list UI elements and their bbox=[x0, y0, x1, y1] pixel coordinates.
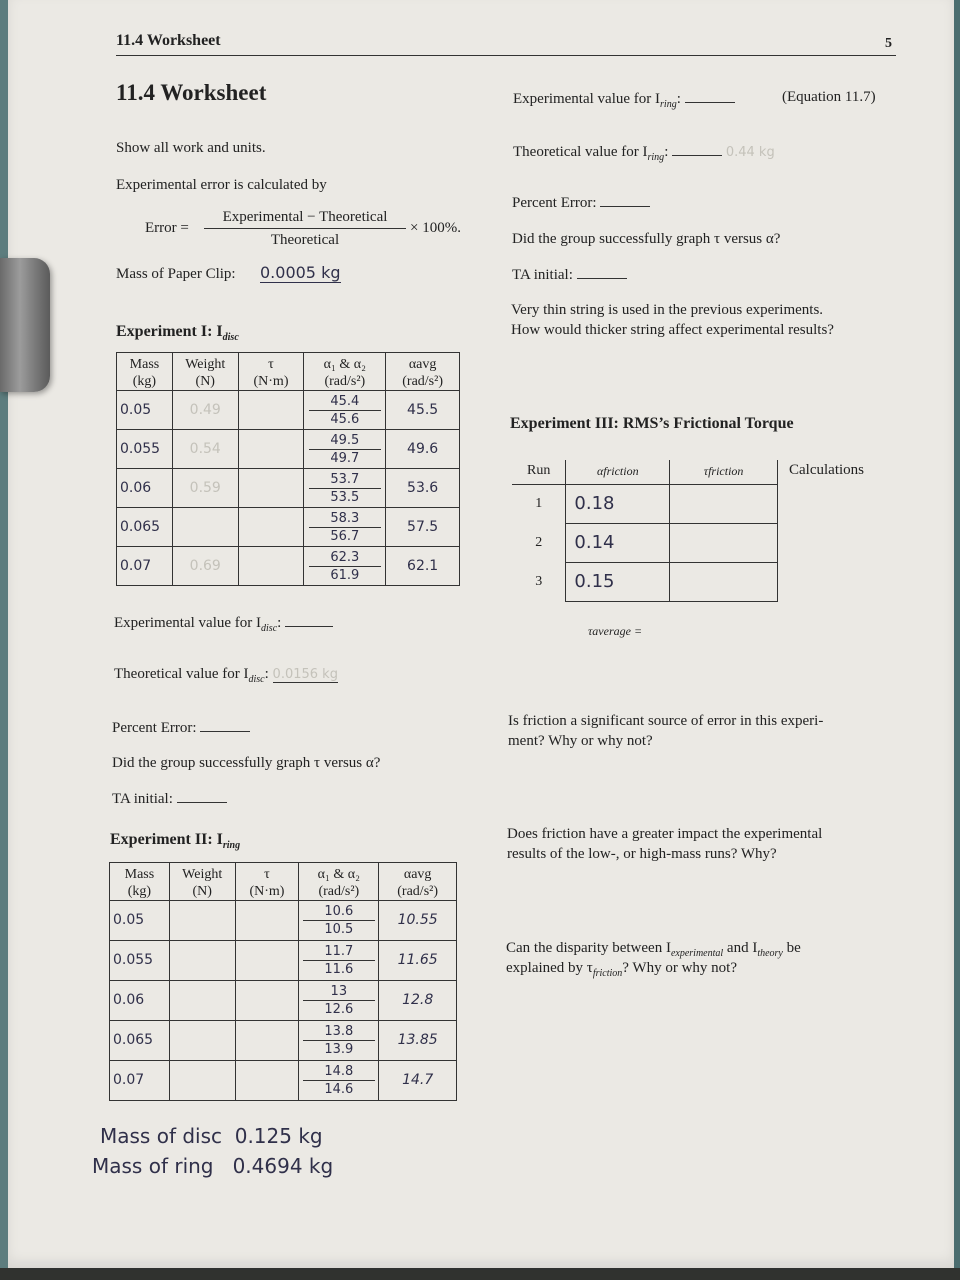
torque-cell[interactable] bbox=[235, 981, 299, 1021]
alpha-cell[interactable]: 53.7 53.5 bbox=[304, 469, 386, 508]
tau-friction-cell[interactable] bbox=[670, 562, 778, 601]
alpha-cell[interactable]: 58.3 56.7 bbox=[304, 508, 386, 547]
table-row bbox=[110, 901, 457, 941]
page-number: 5 bbox=[885, 36, 892, 51]
alpha-avg-cell[interactable]: 10.55 bbox=[379, 901, 457, 941]
torque-cell[interactable] bbox=[238, 547, 304, 586]
instructions: Show all work and units. bbox=[116, 140, 266, 156]
clip-value: 0.0005 kg bbox=[260, 263, 341, 282]
table-row bbox=[512, 484, 778, 523]
weight-cell[interactable] bbox=[169, 1021, 235, 1061]
alpha-avg-cell[interactable]: 11.65 bbox=[379, 941, 457, 981]
run-cell: 3 bbox=[535, 573, 543, 589]
mass-cell[interactable]: 0.055 bbox=[110, 941, 170, 981]
ring-ta-initial-blank[interactable] bbox=[577, 266, 627, 279]
weight-cell[interactable] bbox=[169, 981, 235, 1021]
weight-cell[interactable] bbox=[172, 508, 238, 547]
torque-cell[interactable] bbox=[238, 469, 304, 508]
alpha-cell[interactable]: 13 12.6 bbox=[299, 981, 379, 1021]
exp2-table bbox=[109, 862, 457, 1101]
binder-clip bbox=[0, 258, 50, 392]
ring-percent-error: Percent Error: bbox=[512, 194, 650, 212]
worksheet-page bbox=[8, 0, 954, 1268]
mass-cell[interactable]: 0.06 bbox=[117, 469, 173, 508]
table-row bbox=[110, 1021, 457, 1061]
alpha-cell[interactable]: 45.4 45.6 bbox=[304, 391, 386, 430]
ring-ta-initial: TA initial: bbox=[512, 266, 627, 284]
ring-theo-value: Theoretical value for $I_{ring}$: 0.44 kg bbox=[513, 144, 775, 163]
mass-cell[interactable]: 0.05 bbox=[117, 391, 173, 430]
exp1-ta-initial-blank[interactable] bbox=[177, 790, 227, 803]
alpha-friction-cell[interactable]: 0.18 bbox=[566, 484, 670, 523]
weight-cell[interactable]: 0.49 bbox=[172, 391, 238, 430]
exp2-header-torque: τ (N·m) bbox=[235, 863, 299, 901]
alpha-cell[interactable]: 49.5 49.7 bbox=[304, 430, 386, 469]
table-row bbox=[117, 430, 460, 469]
exp1-header-weight: Weight (N) bbox=[172, 353, 238, 391]
ring-graph-question: Did the group successfully graph τ versus α? bbox=[512, 231, 781, 247]
exp1-exp-value-blank[interactable] bbox=[285, 614, 333, 627]
alpha-cell[interactable]: 13.8 13.9 bbox=[299, 1021, 379, 1061]
running-header: 11.4 Worksheet bbox=[116, 32, 221, 49]
run-cell: 2 bbox=[535, 534, 543, 550]
mass-cell[interactable]: 0.07 bbox=[110, 1061, 170, 1101]
exp1-header-torque: τ (N·m) bbox=[238, 353, 304, 391]
alpha-friction-cell[interactable]: 0.14 bbox=[566, 523, 670, 562]
formula-denominator: Theoretical bbox=[270, 232, 340, 248]
tau-friction-cell[interactable] bbox=[670, 523, 778, 562]
alpha-cell[interactable]: 62.3 61.9 bbox=[304, 547, 386, 586]
impact-question-line2: results of the low-, or high-mass runs? Why? bbox=[507, 846, 777, 862]
ring-theo-value-faint: 0.44 kg bbox=[725, 145, 775, 160]
exp1-exp-value: Experimental value for $I_{disc}$: bbox=[114, 614, 333, 634]
ring-exp-value-blank[interactable] bbox=[685, 90, 735, 103]
mass-cell[interactable]: 0.065 bbox=[117, 508, 173, 547]
weight-cell[interactable] bbox=[169, 1061, 235, 1101]
alpha-avg-cell[interactable]: 53.6 bbox=[386, 469, 460, 508]
alpha-avg-cell[interactable]: 62.1 bbox=[386, 547, 460, 586]
alpha-avg-cell[interactable]: 49.6 bbox=[386, 430, 460, 469]
mass-cell[interactable]: 0.07 bbox=[117, 547, 173, 586]
impact-question-line1: Does friction have a greater impact the experimental bbox=[507, 826, 823, 842]
exp1-graph-question: Did the group successfully graph τ versus α? bbox=[112, 755, 381, 771]
exp1-percent-error-blank[interactable] bbox=[200, 719, 250, 732]
weight-cell[interactable] bbox=[169, 941, 235, 981]
exp1-ta-initial: TA initial: bbox=[112, 790, 227, 808]
exp1-header-mass: Mass (kg) bbox=[117, 353, 173, 391]
alpha-avg-cell[interactable]: 14.7 bbox=[379, 1061, 457, 1101]
alpha-avg-cell[interactable]: 12.8 bbox=[379, 981, 457, 1021]
alpha-cell[interactable]: 11.7 11.6 bbox=[299, 941, 379, 981]
ring-percent-error-blank[interactable] bbox=[600, 194, 650, 207]
disparity-question-line1: Can the disparity between $I_{experimental}$ and $I_{theory}$ be bbox=[506, 940, 801, 959]
table-row bbox=[512, 562, 778, 601]
formula-lhs: Error = bbox=[145, 220, 189, 236]
mass-cell[interactable]: 0.05 bbox=[110, 901, 170, 941]
alpha-cell[interactable]: 14.8 14.6 bbox=[299, 1061, 379, 1101]
exp3-header-tau-friction: τfriction bbox=[670, 460, 778, 484]
weight-cell[interactable]: 0.59 bbox=[172, 469, 238, 508]
alpha-avg-cell[interactable]: 57.5 bbox=[386, 508, 460, 547]
exp1-theo-value-faint[interactable]: 0.0156 kg bbox=[272, 667, 338, 682]
exp1-table bbox=[116, 352, 460, 586]
torque-cell[interactable] bbox=[238, 391, 304, 430]
table-row bbox=[512, 523, 778, 562]
friction-question-line2: ment? Why or why not? bbox=[508, 733, 653, 749]
alpha-avg-cell[interactable]: 45.5 bbox=[386, 391, 460, 430]
alpha-avg-cell[interactable]: 13.85 bbox=[379, 1021, 457, 1061]
tau-friction-cell[interactable] bbox=[670, 484, 778, 523]
header-rule bbox=[116, 55, 896, 56]
friction-question-line1: Is friction a significant source of error in this experi- bbox=[508, 713, 824, 729]
exp3-header-alpha-friction: αfriction bbox=[566, 460, 670, 484]
desk-edge bbox=[0, 1268, 960, 1280]
exp2-title: Experiment II: $I_{ring}$ bbox=[110, 831, 241, 852]
mass-cell[interactable]: 0.055 bbox=[117, 430, 173, 469]
torque-cell[interactable] bbox=[235, 1021, 299, 1061]
ring-theo-value-blank[interactable] bbox=[672, 143, 722, 156]
alpha-friction-cell[interactable]: 0.15 bbox=[566, 562, 670, 601]
formula-factor: × 100%. bbox=[410, 220, 461, 236]
exp1-theo-value: Theoretical value for $I_{disc}$: 0.0156 kg bbox=[114, 666, 338, 685]
section-title: 11.4 Worksheet bbox=[116, 80, 267, 105]
table-row bbox=[117, 391, 460, 430]
exp3-header-calculations: Calculations bbox=[789, 462, 864, 478]
page-edge bbox=[0, 0, 8, 1280]
torque-cell[interactable] bbox=[235, 941, 299, 981]
string-question-line1: Very thin string is used in the previous experiments. bbox=[511, 302, 824, 318]
torque-cell[interactable] bbox=[235, 1061, 299, 1101]
exp2-header-mass: Mass (kg) bbox=[110, 863, 170, 901]
string-question-line2: How would thicker string affect experimental results? bbox=[511, 322, 834, 338]
exp2-header-alpha-avg: αavg (rad/s²) bbox=[379, 863, 457, 901]
exp2-header-alpha: α₁ & α₂ (rad/s²) bbox=[299, 863, 379, 901]
exp3-title: Experiment III: RMS’s Frictional Torque bbox=[510, 415, 794, 432]
exp3-table bbox=[512, 460, 778, 602]
run-cell: 1 bbox=[535, 495, 543, 511]
tau-average: τaverage = bbox=[588, 624, 643, 638]
table-row bbox=[110, 941, 457, 981]
table-row bbox=[117, 508, 460, 547]
mass-cell[interactable]: 0.06 bbox=[110, 981, 170, 1021]
torque-cell[interactable] bbox=[238, 430, 304, 469]
disparity-question-line2: explained by $\tau_{friction}$? Why or why not? bbox=[506, 960, 737, 979]
weight-cell[interactable]: 0.69 bbox=[172, 547, 238, 586]
table-row bbox=[110, 1061, 457, 1101]
note-disc-mass: Mass of disc 0.125 kg bbox=[100, 1124, 323, 1148]
note-ring-mass: Mass of ring 0.4694 kg bbox=[92, 1154, 334, 1178]
torque-cell[interactable] bbox=[238, 508, 304, 547]
exp1-header-alpha-avg: αavg (rad/s²) bbox=[386, 353, 460, 391]
alpha-cell[interactable]: 10.6 10.5 bbox=[299, 901, 379, 941]
error-intro: Experimental error is calculated by bbox=[116, 177, 327, 193]
weight-cell[interactable] bbox=[169, 901, 235, 941]
table-row bbox=[110, 981, 457, 1021]
ring-exp-value: Experimental value for $I_{ring}$: bbox=[513, 90, 735, 110]
table-row bbox=[117, 547, 460, 586]
exp2-header-weight: Weight (N) bbox=[169, 863, 235, 901]
weight-cell[interactable]: 0.54 bbox=[172, 430, 238, 469]
equation-ref: (Equation 11.7) bbox=[782, 89, 876, 105]
clip-label: Mass of Paper Clip: bbox=[116, 266, 236, 282]
torque-cell[interactable] bbox=[235, 901, 299, 941]
formula-numerator: Experimental − Theoretical bbox=[204, 209, 406, 229]
exp1-title: Experiment I: $I_{disc}$ bbox=[116, 323, 239, 344]
mass-cell[interactable]: 0.065 bbox=[110, 1021, 170, 1061]
exp1-header-alpha: α₁ & α₂ (rad/s²) bbox=[304, 353, 386, 391]
table-row bbox=[117, 469, 460, 508]
exp3-header-run: Run bbox=[512, 460, 566, 484]
exp1-percent-error: Percent Error: bbox=[112, 719, 250, 737]
